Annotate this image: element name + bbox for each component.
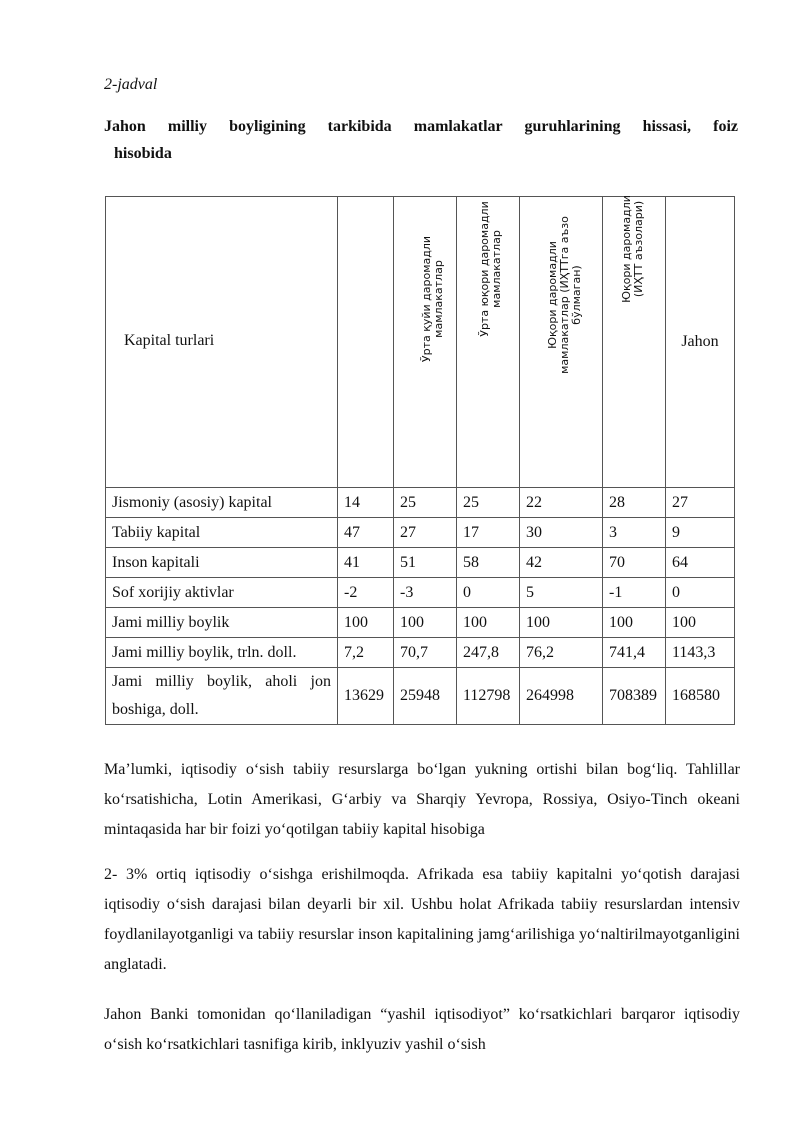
table-title: Jahon milliy boyligining tarkibida mamlakatlar guruhlarining hissasi, foiz [104,118,738,135]
paragraph-3: Jahon Banki tomonidan qo‘llaniladigan “yashil iqtisodiyot” ko‘rsatkichlari barqaror iqtisodiy o‘sish ko‘rsatkichlari tasnifiga kirib, inklyuziv yashil o‘sish [104,1006,740,1053]
cell-value: 264998 [520,668,603,725]
cell-value: 51 [394,548,457,578]
cell-value: 741,4 [603,638,666,668]
cell-value: 42 [520,548,603,578]
cell-value: 1143,3 [666,638,735,668]
cell-value: 100 [394,608,457,638]
cell-value: 28 [603,488,666,518]
header-col-1 [338,197,394,488]
row-label: Jami milliy boylik, trln. doll. [106,638,338,668]
row-label: Inson kapitali [106,548,338,578]
cell-value: 70 [603,548,666,578]
cell-value: 3 [603,518,666,548]
cell-value: 9 [666,518,735,548]
table-row [106,608,735,638]
header-col-5: Юқори даромадли (ИҲТТ аъзолари) [603,197,666,488]
cell-value: 27 [666,488,735,518]
cell-value: 47 [338,518,394,548]
cell-value: 41 [338,548,394,578]
cell-value: 76,2 [520,638,603,668]
table-row [106,578,735,608]
row-label: Sof xorijiy aktivlar [106,578,338,608]
cell-value: 100 [338,608,394,638]
cell-value: 112798 [457,668,520,725]
row-label: Jismoniy (asosiy) kapital [106,488,338,518]
header-world: Jahon [666,197,735,488]
cell-value: 0 [666,578,735,608]
cell-value: 25 [394,488,457,518]
cell-value: -2 [338,578,394,608]
header-col-3: Ўрта юқори даромадли мамлакатлар [457,197,520,488]
header-capital-types: Kapital turlari [106,197,338,488]
cell-value: 7,2 [338,638,394,668]
cell-value: 13629 [338,668,394,725]
cell-value: 100 [603,608,666,638]
cell-value: 25948 [394,668,457,725]
cell-value: 100 [666,608,735,638]
row-label: Jami milliy boylik, aholi jon boshiga, doll. [106,668,338,725]
cell-value: 30 [520,518,603,548]
cell-value: 27 [394,518,457,548]
row-label: Jami milliy boylik [106,608,338,638]
cell-value: 25 [457,488,520,518]
paragraph-1: Ma’lumki, iqtisodiy o‘sish tabiiy resurslarga bo‘lgan yukning ortishi bilan bog‘liq. Tahlillar ko‘rsatishicha, Lotin Amerikasi, G‘arbiy va Sharqiy Yevropa, Rossiya, Osiyo-Tinch okeani mintaqasida har bir foizi yo‘qotilgan tabiiy kapital hisobiga [104,761,740,838]
cell-value: -3 [394,578,457,608]
cell-value: 100 [457,608,520,638]
cell-value: -1 [603,578,666,608]
cell-value: 70,7 [394,638,457,668]
cell-value: 58 [457,548,520,578]
cell-value: 247,8 [457,638,520,668]
table-header-row [106,197,735,488]
table-row [106,488,735,518]
table-title-continued: hisobida [114,145,172,162]
cell-value: 0 [457,578,520,608]
cell-value: 17 [457,518,520,548]
wealth-table [105,196,735,725]
paragraph-2: 2- 3% ortiq iqtisodiy o‘sishga erishilmoqda. Afrikada esa tabiiy kapitalni yo‘qotish darajasi iqtisodiy o‘sish darajasi bilan deyarli bir xil. Ushbu holat Afrikada tabiiy resurslardan intensiv foydlanilayotganligi va tabiiy resurslar inson kapitalining jamg‘arilishiga yo‘naltirilmayotganligini anglatadi. [104,866,740,973]
cell-value: 22 [520,488,603,518]
cell-value: 708389 [603,668,666,725]
cell-value: 64 [666,548,735,578]
cell-value: 100 [520,608,603,638]
table-row [106,668,735,725]
header-col-2: Ўрта қуйи даромадли мамлакатлар [394,197,457,488]
table-row [106,518,735,548]
cell-value: 5 [520,578,603,608]
header-col-4: Юқори даромадли мамлакатлар (ИҲТТга аъзо бўлмаган) [520,197,603,488]
cell-value: 168580 [666,668,735,725]
cell-value: 14 [338,488,394,518]
table-row [106,548,735,578]
row-label: Tabiiy kapital [106,518,338,548]
table-row [106,638,735,668]
table-caption: 2-jadval [104,76,158,93]
